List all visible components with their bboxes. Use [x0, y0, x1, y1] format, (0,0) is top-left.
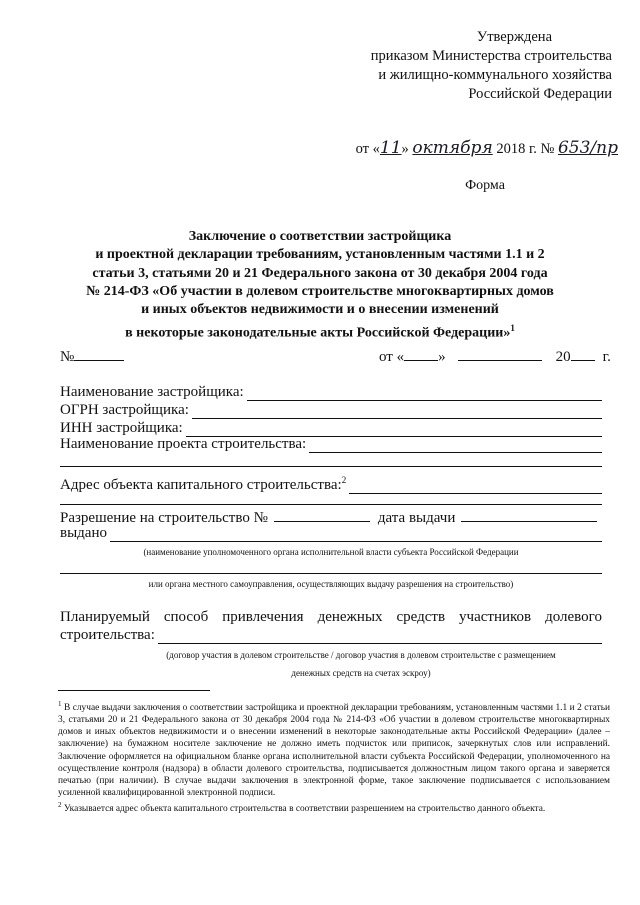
developer-name-field[interactable] — [247, 387, 602, 401]
approval-line: приказом Министерства строительства — [370, 48, 612, 64]
ogrn-row — [60, 402, 602, 419]
title-line: и проектной декларации требованиям, установленным частями 1.1 и 2 — [95, 247, 545, 263]
approval-line: Утверждена — [476, 29, 552, 45]
address-label — [60, 472, 346, 494]
footnote-ref: 2 — [341, 475, 347, 485]
funding-word: денежных — [317, 609, 383, 625]
funding-word: долевого — [545, 609, 602, 625]
order-day-handwritten: 11 — [379, 138, 402, 158]
footnote-mark: 2 — [58, 800, 62, 809]
issuer-hint-continued: или органа местного самоуправления, осуществляющих выдачу разрешения на строительство) — [148, 579, 514, 589]
year-field[interactable] — [571, 347, 595, 361]
footnote-divider — [58, 690, 210, 691]
issuer-hint: (наименование уполномоченного органа исполнительной власти субъекта Российской Федерации — [143, 547, 519, 557]
funding-hint: (договор участия в долевом строительстве / договор участия в долевом строительстве с размещением — [166, 650, 556, 660]
title-line: в некоторые законодательные акты Российской Федерации» — [125, 326, 511, 342]
order-day-close: » — [401, 141, 409, 157]
issuer-continuation-line[interactable] — [60, 573, 602, 574]
year-suffix: г. — [602, 349, 611, 365]
approval-line: Российской Федерации — [468, 86, 612, 102]
project-name-continuation-line[interactable] — [60, 466, 602, 467]
ogrn-field[interactable] — [192, 405, 602, 419]
ogrn-label: ОГРН застройщика: — [60, 402, 189, 418]
funding-method-label: строительства: — [60, 627, 155, 643]
project-name-label: Наименование проекта строительства: — [60, 436, 307, 452]
document-title — [60, 228, 580, 343]
footnote-1 — [58, 698, 610, 799]
date-label: от « — [379, 349, 405, 365]
address-label-text: Адрес объекта капитального строительства: — [60, 477, 342, 493]
order-year-text: 2018 г. № — [496, 141, 555, 157]
issued-by-field[interactable] — [110, 528, 602, 542]
order-number-handwritten: 653/пр — [557, 138, 618, 158]
address-field[interactable] — [349, 480, 602, 494]
footnote-text: В случае выдачи заключения о соответствии застройщика и проектной декларации требованиям, установленным частями 1.1 и 2 статьи 3, статьями 20 и 21 Федерального закона от 30 декабря 2004 года № 214-ФЗ «Об участии в долевом строительстве многоквартирных домов и иных объектов недвижимости и о внесении изменений в некоторые законодательные акты Российской Федерации» (далее – заключение) на бумажном носителе заключение не должно иметь подчисток или приписок, зачеркнутых слов или исправлений. Заключение оформляется на официальном бланке органа исполнительной власти субъекта Российской Федерации, уполномоченного на осуществление контроля (надзора) в области долевого строительства, подписывается должностным лицом такого органа и заверяется печатью (при наличии). В случае выдачи заключения в электронной форме, такое заключение подписывается с использованием усиленной квалифицированной электронной подписи. — [58, 703, 610, 798]
number-label: № — [60, 349, 75, 365]
date-row — [379, 347, 611, 366]
issued-by-label: выдано — [60, 525, 107, 541]
title-line: № 214-ФЗ «Об участии в долевом строительстве многоквартирных домов — [86, 283, 554, 299]
inn-label: ИНН застройщика: — [60, 420, 183, 436]
approval-line: и жилищно-коммунального хозяйства — [378, 67, 612, 83]
issue-date-label: дата выдачи — [377, 510, 456, 526]
issue-date-field[interactable] — [461, 508, 597, 522]
inn-row — [60, 420, 602, 437]
date-month-field[interactable] — [458, 347, 542, 361]
address-continuation-line[interactable] — [60, 504, 602, 505]
funding-method-field[interactable] — [158, 630, 602, 644]
funding-hint-continued: денежных средств на счетах эскроу) — [291, 668, 431, 678]
funding-word: привлечения — [222, 609, 304, 625]
footnote-2 — [58, 799, 610, 815]
funding-method-row — [60, 609, 602, 626]
project-name-row — [60, 436, 602, 453]
order-month-handwritten: октября — [412, 138, 493, 158]
developer-name-label: Наименование застройщика: — [60, 384, 244, 400]
footnote-mark: 1 — [58, 700, 62, 708]
number-field[interactable] — [74, 347, 124, 361]
funding-word: участников — [459, 609, 532, 625]
inn-field[interactable] — [186, 423, 602, 437]
issued-by-row — [60, 525, 602, 542]
permit-number-field[interactable] — [274, 508, 370, 522]
project-name-field[interactable] — [309, 439, 602, 453]
footnotes — [58, 698, 610, 815]
developer-name-row — [60, 384, 602, 401]
date-close: » — [438, 349, 446, 365]
title-line: и иных объектов недвижимости и о внесении изменений — [141, 302, 499, 318]
title-line: статьи 3, статьями 20 и 21 Федерального закона от 30 декабря 2004 года — [92, 265, 548, 281]
order-date-prefix: от « — [355, 141, 380, 157]
form-label: Форма — [465, 178, 505, 193]
number-row — [60, 347, 124, 366]
footnote-ref: 1 — [510, 323, 515, 334]
date-day-field[interactable] — [404, 347, 438, 361]
title-line: Заключение о соответствии застройщика — [188, 229, 452, 244]
approval-stamp — [371, 28, 612, 104]
permit-label: Разрешение на строительство № — [60, 510, 268, 526]
year-prefix: 20 — [555, 349, 571, 365]
address-row — [60, 472, 602, 494]
funding-word: способ — [163, 609, 209, 625]
funding-word: средств — [396, 609, 446, 625]
funding-method-field-row — [60, 627, 602, 644]
funding-word: Планируемый — [60, 609, 150, 625]
order-date-line — [356, 138, 618, 158]
footnote-text: Указывается адрес объекта капитального строительства в соответствии разрешением на строительство данного объекта. — [61, 804, 546, 814]
